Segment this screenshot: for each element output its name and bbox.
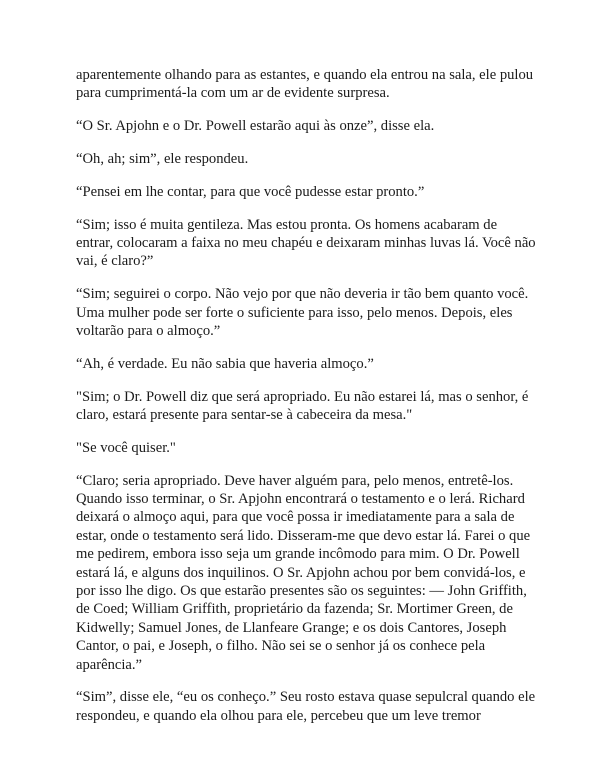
paragraph-1: aparentemente olhando para as estantes, e quando ela entrou na sala, ele pulou para cumprimentá-la com um ar de evidente surpresa. (76, 67, 534, 102)
paragraph-11: “Sim”, disse ele, “eu os conheço.” Seu rosto estava quase sepulcral quando ele respondeu, e quando ela olhou para ele, percebeu que um leve tremor (76, 689, 536, 724)
text-body (76, 66, 536, 725)
paragraph-9: "Se você quiser." (76, 439, 176, 456)
paragraph-5: “Sim; isso é muita gentileza. Mas estou pronta. Os homens acabaram de entrar, colocaram a faixa no meu chapéu e deixaram minhas luvas lá. Você não vai, é claro?” (76, 216, 536, 270)
paragraph-3: “Oh, ah; sim”, ele respondeu. (76, 151, 249, 167)
paragraph-8: "Sim; o Dr. Powell diz que será apropriado. Eu não estarei lá, mas o senhor, é claro, estará presente para sentar-se à cabeceira da mesa." (76, 388, 529, 424)
paragraph-6: “Sim; seguirei o corpo. Não vejo por que não deveria ir tão bem quanto você. Uma mulher pode ser forte o suficiente para isso, pelo menos. Depois, eles voltarão para o almoço.” (76, 286, 529, 340)
paragraph-7: “Ah, é verdade. Eu não sabia que haveria almoço.” (76, 355, 374, 372)
paragraph-10: “Claro; seria apropriado. Deve haver alguém para, pelo menos, entretê-los. Quando isso terminar, o Sr. Apjohn encontrará o testamento e o lerá. Richard deixará o almoço aqui, para que você possa ir imediatamente para a sala de estar, onde o testamento será lido. Disseram-me que devo estar lá. Farei o que me pedirem, embora isso seja um grande incômodo para mim. O Dr. Powell estará lá, e alguns dos inquilinos. O Sr. Apjohn achou por bem convidá-los, e por isso lhe digo. Os que estarão presentes são os seguintes: — John Griffith, de Coed; William Griffith, proprietário da fazenda; Sr. Mortimer Green, de Kidwelly; Samuel Jones, de Llanfeare Grange; e os dois Cantores, Joseph Cantor, o pai, e Joseph, o filho. Não sei se o senhor já os conhece pela aparência.” (76, 472, 531, 673)
paragraph-2: “O Sr. Apjohn e o Dr. Powell estarão aqui às onze”, disse ela. (76, 118, 435, 135)
paragraph-4: “Pensei em lhe contar, para que você pudesse estar pronto.” (76, 183, 425, 200)
